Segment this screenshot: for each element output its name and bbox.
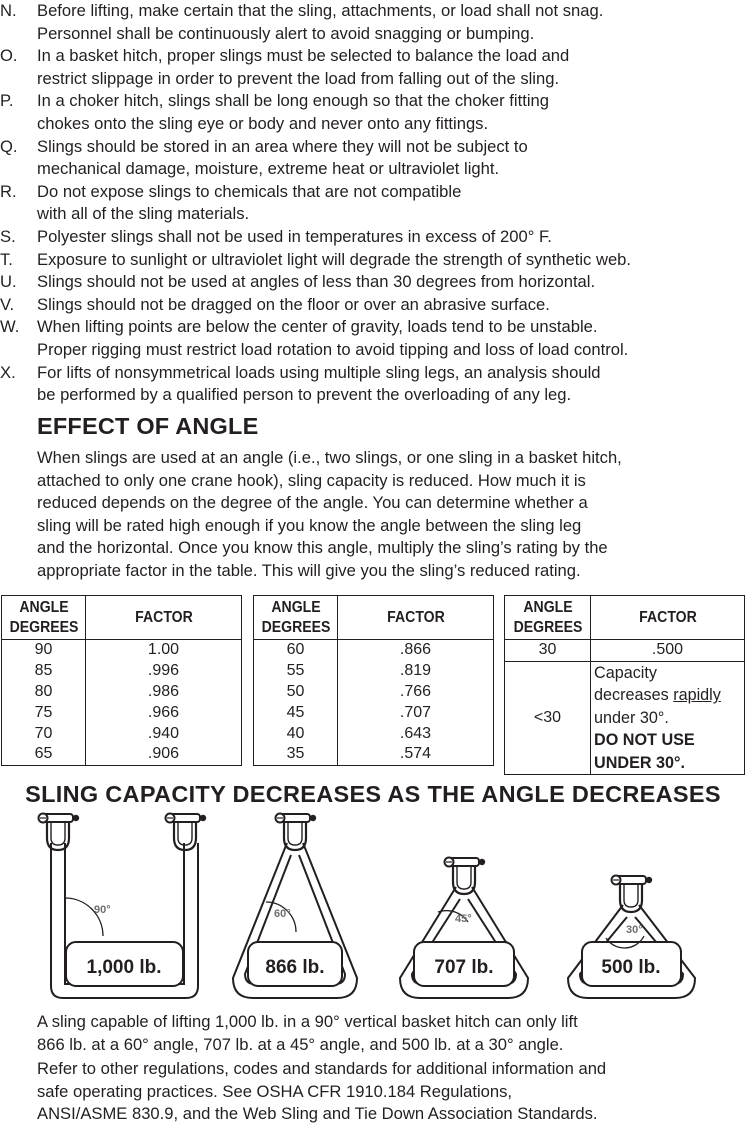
angle-label: 60° <box>274 908 291 920</box>
angle-cell: 65 <box>2 744 86 765</box>
factor-cell: .996 <box>86 661 242 682</box>
rule-text: chokes onto the sling eye or body and never onto any fittings. <box>37 113 489 133</box>
rule-text: In a choker hitch, slings shall be long enough so that the choker fitting <box>37 91 549 111</box>
factor-header: FACTOR <box>347 596 484 640</box>
table-row <box>505 661 745 775</box>
rule-text: When lifting points are below the center of gravity, loads tend to be unstable. <box>37 317 598 337</box>
rule-item <box>0 226 746 249</box>
angle-label: 90° <box>94 904 111 916</box>
rule-item <box>0 294 746 317</box>
table-row <box>2 661 242 682</box>
angle-cell: 35 <box>254 744 338 765</box>
load-label: 1,000 lb. <box>86 957 162 978</box>
factor-cell: .574 <box>338 744 494 765</box>
load-label: 500 lb. <box>601 957 661 978</box>
rule-text: Before lifting, make certain that the sling, attachments, or load shall not snag. <box>37 1 604 20</box>
rule-letter: W. <box>0 317 20 337</box>
table-row <box>2 640 242 661</box>
rule-item <box>0 271 746 294</box>
factor-cell: .819 <box>338 661 494 682</box>
load-label: 707 lb. <box>434 957 494 978</box>
table-row <box>2 723 242 744</box>
factor-cell: .966 <box>86 702 242 723</box>
factor-cell: .766 <box>338 682 494 703</box>
factor-table-1 <box>1 595 242 766</box>
angle-label: 45° <box>455 913 472 925</box>
angle-cell: <30 <box>505 661 591 775</box>
banner-title: SLING CAPACITY DECREASES AS THE ANGLE DECREASES <box>25 781 721 807</box>
rule-letter: O. <box>0 46 18 66</box>
rule-item <box>0 90 746 135</box>
rule-text: Polyester slings shall not be used in temperatures in excess of 200° F. <box>37 226 552 246</box>
angle-cell: 50 <box>254 682 338 703</box>
angle-cell: 55 <box>254 661 338 682</box>
table-row <box>254 702 494 723</box>
rule-text: Personnel shall be continuously alert to avoid snagging or bumping. <box>37 23 535 43</box>
sling-diagram-60 <box>233 814 357 999</box>
rule-text: restrict slippage in order to prevent the load from falling out of the sling. <box>37 68 560 88</box>
paragraph-line: attached to only one crane hook), sling capacity is reduced. How much it is <box>37 470 586 490</box>
rule-text: mechanical damage, moisture, extreme heat or ultraviolet light. <box>37 159 500 179</box>
paragraph-line: and the horizontal. Once you know this angle, multiply the sling’s rating by the <box>37 538 608 558</box>
sling-diagram-90 <box>39 814 207 999</box>
angle-header: ANGLE DEGREES <box>7 596 81 640</box>
factor-cell: .643 <box>338 723 494 744</box>
factor-cell: .940 <box>86 723 242 744</box>
angle-cell: 60 <box>254 640 338 661</box>
section-heading: EFFECT OF ANGLE <box>37 413 259 439</box>
angle-label: 30° <box>626 924 643 936</box>
rule-text: Do not expose slings to chemicals that are not compatible <box>37 181 462 201</box>
rule-text: Slings should not be dragged on the floor or over an abrasive surface. <box>37 294 550 314</box>
reference-line: safe operating practices. See OSHA CFR 1910.184 Regulations, <box>37 1081 513 1101</box>
factor-cell: .707 <box>338 702 494 723</box>
factor-header: FACTOR <box>95 596 232 640</box>
load-label: 866 lb. <box>265 957 325 978</box>
rule-text: In a basket hitch, proper slings must be selected to balance the load and <box>37 46 570 66</box>
angle-cell: 45 <box>254 702 338 723</box>
rule-text: Slings should not be used at angles of less than 30 degrees from horizontal. <box>37 272 596 292</box>
table-row <box>254 723 494 744</box>
table-row <box>2 682 242 703</box>
angle-cell: 70 <box>2 723 86 744</box>
angle-cell: 85 <box>2 661 86 682</box>
rule-text: Proper rigging must restrict load rotation to avoid tipping and loss of load control. <box>37 339 629 359</box>
angle-cell: 90 <box>2 640 86 661</box>
rule-item <box>0 181 746 226</box>
sling-diagram-45 <box>400 858 528 999</box>
table-row <box>505 640 745 662</box>
rule-text: with all of the sling materials. <box>37 204 250 224</box>
rule-text: For lifts of nonsymmetrical loads using multiple sling legs, an analysis should <box>37 362 601 382</box>
rule-item <box>0 45 746 90</box>
factor-cell: .866 <box>338 640 494 661</box>
angle-cell: 80 <box>2 682 86 703</box>
angle-cell: 40 <box>254 723 338 744</box>
rule-text: Slings should be stored in an area where they will not be subject to <box>37 136 528 156</box>
rule-item <box>0 136 746 181</box>
table-row <box>254 744 494 765</box>
reference-line: ANSI/ASME 830.9, and the Web Sling and Tie Down Association Standards. <box>37 1104 598 1124</box>
rule-letter: R. <box>0 181 17 201</box>
table-row <box>254 640 494 661</box>
rule-letter: P. <box>0 91 14 111</box>
sling-diagrams <box>0 808 746 1008</box>
rule-letter: N. <box>0 1 17 20</box>
table-row <box>254 661 494 682</box>
factor-table-3 <box>504 595 745 775</box>
table-row <box>2 744 242 765</box>
warning-note: Capacity decreases rapidly under 30°. DO NOT USE UNDER 30°. <box>591 661 745 775</box>
table-row <box>2 702 242 723</box>
paragraph-line: sling will be rated high enough if you know the angle between the sling leg <box>37 515 582 535</box>
paragraph-line: When slings are used at an angle (i.e., two slings, or one sling in a basket hitch, <box>37 448 622 467</box>
paragraph-line: appropriate factor in the table. This will give you the sling’s reduced rating. <box>37 560 581 580</box>
angle-header: ANGLE DEGREES <box>510 596 586 640</box>
diagram-caption <box>37 1011 737 1056</box>
rule-item <box>0 0 746 45</box>
factor-cell: .986 <box>86 682 242 703</box>
rule-letter: V. <box>0 294 15 314</box>
rule-letter: U. <box>0 272 17 292</box>
rules-list <box>0 0 746 407</box>
angle-cell: 75 <box>2 702 86 723</box>
factor-cell: .500 <box>591 640 745 662</box>
rule-letter: Q. <box>0 136 18 156</box>
rule-item <box>0 362 746 407</box>
factor-header: FACTOR <box>600 596 736 640</box>
caption-line: 866 lb. at a 60° angle, 707 lb. at a 45° angle, and 500 lb. at a 30° angle. <box>37 1034 564 1054</box>
reference-line: Refer to other regulations, codes and standards for additional information and <box>37 1059 607 1078</box>
rule-text: be performed by a qualified person to prevent the overloading of any leg. <box>37 385 572 405</box>
references-paragraph <box>37 1058 737 1126</box>
factor-table-2 <box>253 595 494 766</box>
factor-cell: .906 <box>86 744 242 765</box>
angle-header: ANGLE DEGREES <box>259 596 333 640</box>
rule-letter: S. <box>0 226 16 246</box>
sling-diagram-30 <box>568 876 695 999</box>
caption-line: A sling capable of lifting 1,000 lb. in a 90° vertical basket hitch can only lift <box>37 1012 578 1031</box>
rule-letter: X. <box>0 362 16 382</box>
angle-cell: 30 <box>505 640 591 662</box>
rule-item <box>0 249 746 272</box>
table-row <box>254 682 494 703</box>
rule-item <box>0 316 746 361</box>
rule-text: Exposure to sunlight or ultraviolet light will degrade the strength of synthetic web. <box>37 249 632 269</box>
paragraph-line: reduced depends on the degree of the angle. You can determine whether a <box>37 493 588 513</box>
rule-letter: T. <box>0 249 13 269</box>
factor-cell: 1.00 <box>86 640 242 661</box>
effect-paragraph <box>37 447 737 583</box>
